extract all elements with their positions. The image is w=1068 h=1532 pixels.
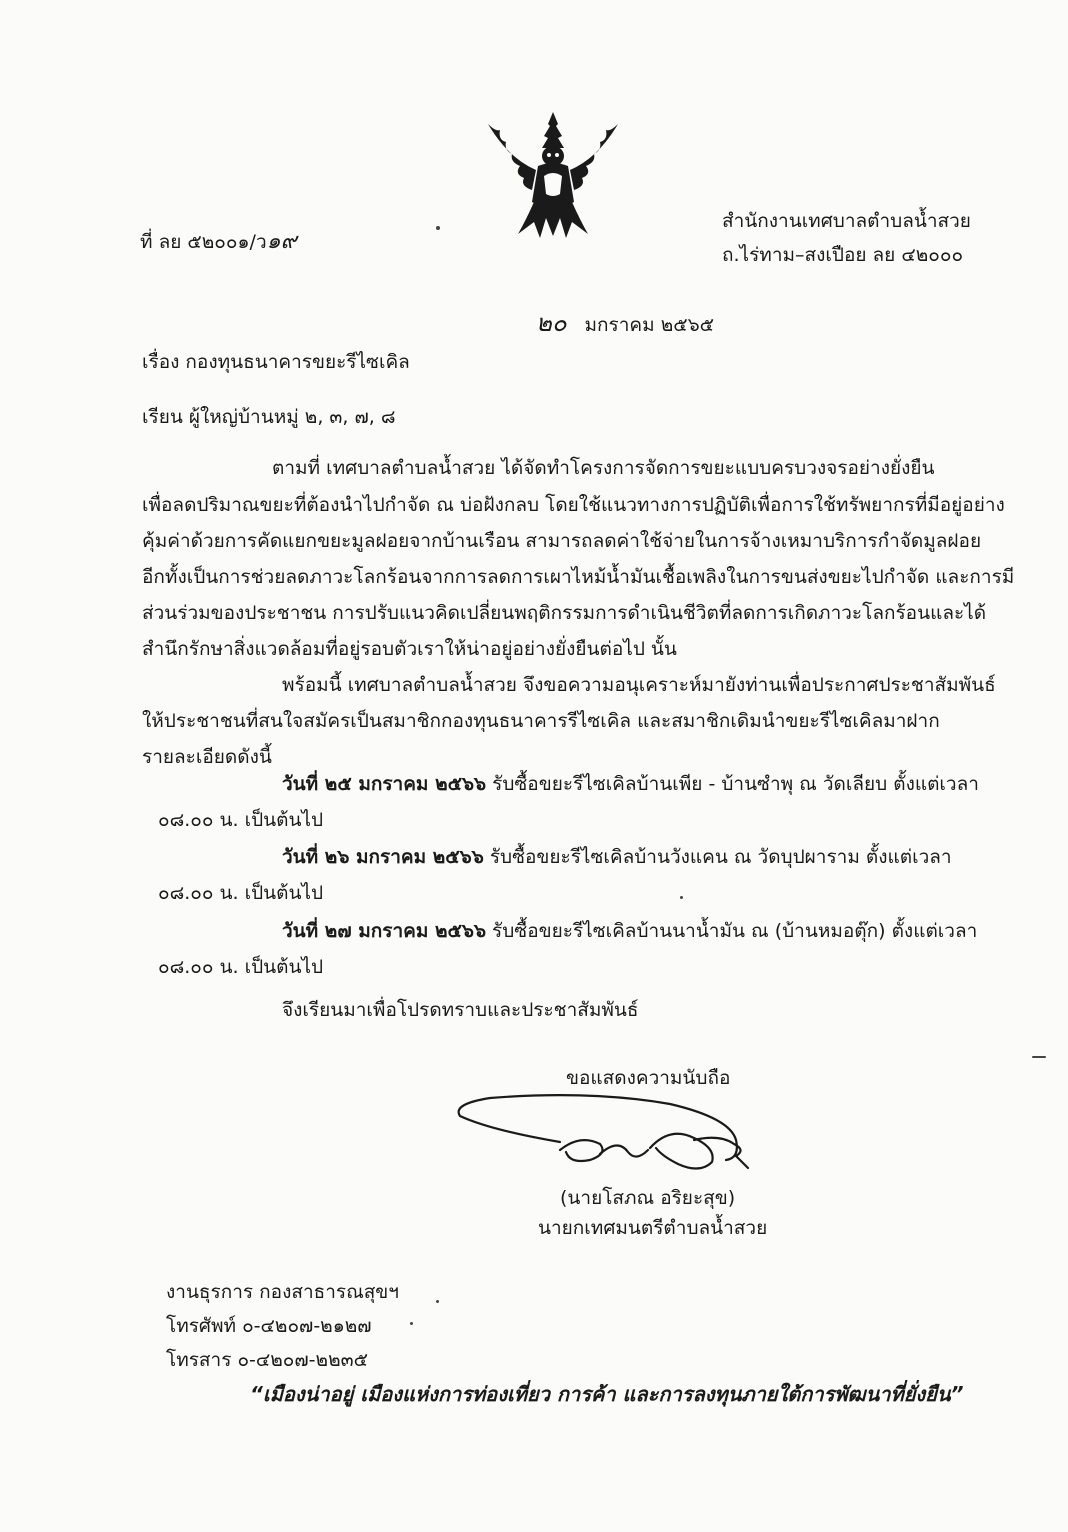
- schedule-detail: รับซื้อขยะรีไซเคิลบ้านนาน้ำมัน ณ (บ้านหมอตุ๊ก) ตั้งแต่เวลา: [486, 920, 978, 942]
- scan-speck: [436, 226, 440, 230]
- paragraph-1-line: คุ้มค่าด้วยการคัดแยกขยะมูลฝอยจากบ้านเรือน สามารถลดค่าใช้จ่ายในการจ้างเหมาบริการกำจัดมูลฝอย: [142, 530, 982, 552]
- reference-number: [140, 230, 297, 254]
- handwritten-signature: [450, 1090, 770, 1200]
- date-day-handwritten: ๒๐: [536, 309, 567, 337]
- signatory-name: (นายโสภณ อริยะสุข): [560, 1187, 736, 1209]
- paragraph-1-line: เพื่อลดปริมาณขยะที่ต้องนำไปกำจัด ณ บ่อฝังกลบ โดยใช้แนวทางการปฏิบัติเพื่อการใช้ทรัพยากรที่มีอยู่อย่าง: [142, 494, 1005, 516]
- scan-speck: [436, 1300, 439, 1303]
- office-name: สำนักงานเทศบาลตำบลน้ำสวย: [722, 210, 971, 232]
- schedule-item: [282, 845, 952, 869]
- paragraph-1-line: อีกทั้งเป็นการช่วยลดภาวะโลกร้อนจากการลดการเผาไหม้น้ำมันเชื้อเพลิงในการขนส่งขยะไปกำจัด และการมี: [142, 566, 1015, 588]
- paragraph-1-line: ตามที่ เทศบาลตำบลน้ำสวย ได้จัดทำโครงการจัดการขยะแบบครบวงจรอย่างยั่งยืน: [272, 457, 935, 479]
- garuda-emblem-icon: [478, 110, 628, 242]
- municipality-motto: “เมืองน่าอยู่ เมืองแห่งการท่องเที่ยว การค้า และการลงทุนภายใต้การพัฒนาที่ยั่งยืน”: [250, 1382, 964, 1406]
- footer-phone: โทรศัพท์ ๐-๔๒๐๗-๒๑๒๗: [166, 1315, 372, 1337]
- signatory-position: นายกเทศมนตรีตำบลน้ำสวย: [538, 1217, 768, 1239]
- schedule-date: วันที่ ๒๖ มกราคม ๒๕๖๖: [282, 846, 484, 868]
- schedule-date: วันที่ ๒๗ มกราคม ๒๕๖๖: [282, 920, 486, 942]
- scan-speck: [410, 1322, 413, 1325]
- reference-handwritten: ๑๙: [266, 229, 297, 254]
- footer-fax: โทรสาร ๐-๔๒๐๗-๒๒๓๕: [166, 1349, 368, 1371]
- scan-speck: [1032, 1056, 1046, 1058]
- schedule-detail: รับซื้อขยะรีไซเคิลบ้านเพีย - บ้านซำพุ ณ วัดเลียบ ตั้งแต่เวลา: [486, 773, 979, 795]
- salutation: ขอแสดงความนับถือ: [566, 1067, 731, 1089]
- paragraph-2-line: ให้ประชาชนที่สนใจสมัครเป็นสมาชิกกองทุนธนาคารรีไซเคิล และสมาชิกเดิมนำขยะรีไซเคิลมาฝาก: [142, 710, 940, 732]
- schedule-item: [282, 772, 979, 796]
- recipient-line: เรียน ผู้ใหญ่บ้านหมู่ ๒, ๓, ๗, ๘: [142, 406, 396, 428]
- reference-prefix: ที่ ลย ๕๒๐๐๑/ว: [140, 231, 267, 253]
- subject-line: เรื่อง กองทุนธนาคารขยะรีไซเคิล: [142, 351, 410, 373]
- office-address: ถ.ไร่ทาม–สงเปือย ลย ๔๒๐๐๐: [722, 244, 964, 266]
- schedule-time: ๐๘.๐๐ น. เป็นต้นไป: [158, 882, 324, 904]
- date-month-year: มกราคม ๒๕๖๕: [584, 314, 715, 336]
- paragraph-2-line: รายละเอียดดังนี้: [142, 746, 272, 768]
- schedule-time: ๐๘.๐๐ น. เป็นต้นไป: [158, 809, 324, 831]
- closing-line: จึงเรียนมาเพื่อโปรดทราบและประชาสัมพันธ์: [282, 999, 639, 1021]
- schedule-time: ๐๘.๐๐ น. เป็นต้นไป: [158, 956, 324, 978]
- letter-date: [536, 311, 714, 337]
- scan-speck: [680, 896, 683, 899]
- paragraph-2-line: พร้อมนี้ เทศบาลตำบลน้ำสวย จึงขอความอนุเคราะห์มายังท่านเพื่อประกาศประชาสัมพันธ์: [282, 674, 996, 696]
- schedule-item: [282, 919, 977, 943]
- paragraph-1-line: สำนึกรักษาสิ่งแวดล้อมที่อยู่รอบตัวเราให้น่าอยู่อย่างยั่งยืนต่อไป นั้น: [142, 638, 677, 660]
- schedule-detail: รับซื้อขยะรีไซเคิลบ้านวังแคน ณ วัดบุปผาราม ตั้งแต่เวลา: [483, 846, 952, 868]
- footer-department: งานธุรการ กองสาธารณสุขฯ: [166, 1281, 399, 1303]
- schedule-date: วันที่ ๒๕ มกราคม ๒๕๖๖: [282, 773, 487, 795]
- paragraph-1-line: ส่วนร่วมของประชาชน การปรับแนวคิดเปลี่ยนพฤติกรรมการดำเนินชีวิตที่ลดการเกิดภาวะโลกร้อนและได้: [142, 602, 987, 624]
